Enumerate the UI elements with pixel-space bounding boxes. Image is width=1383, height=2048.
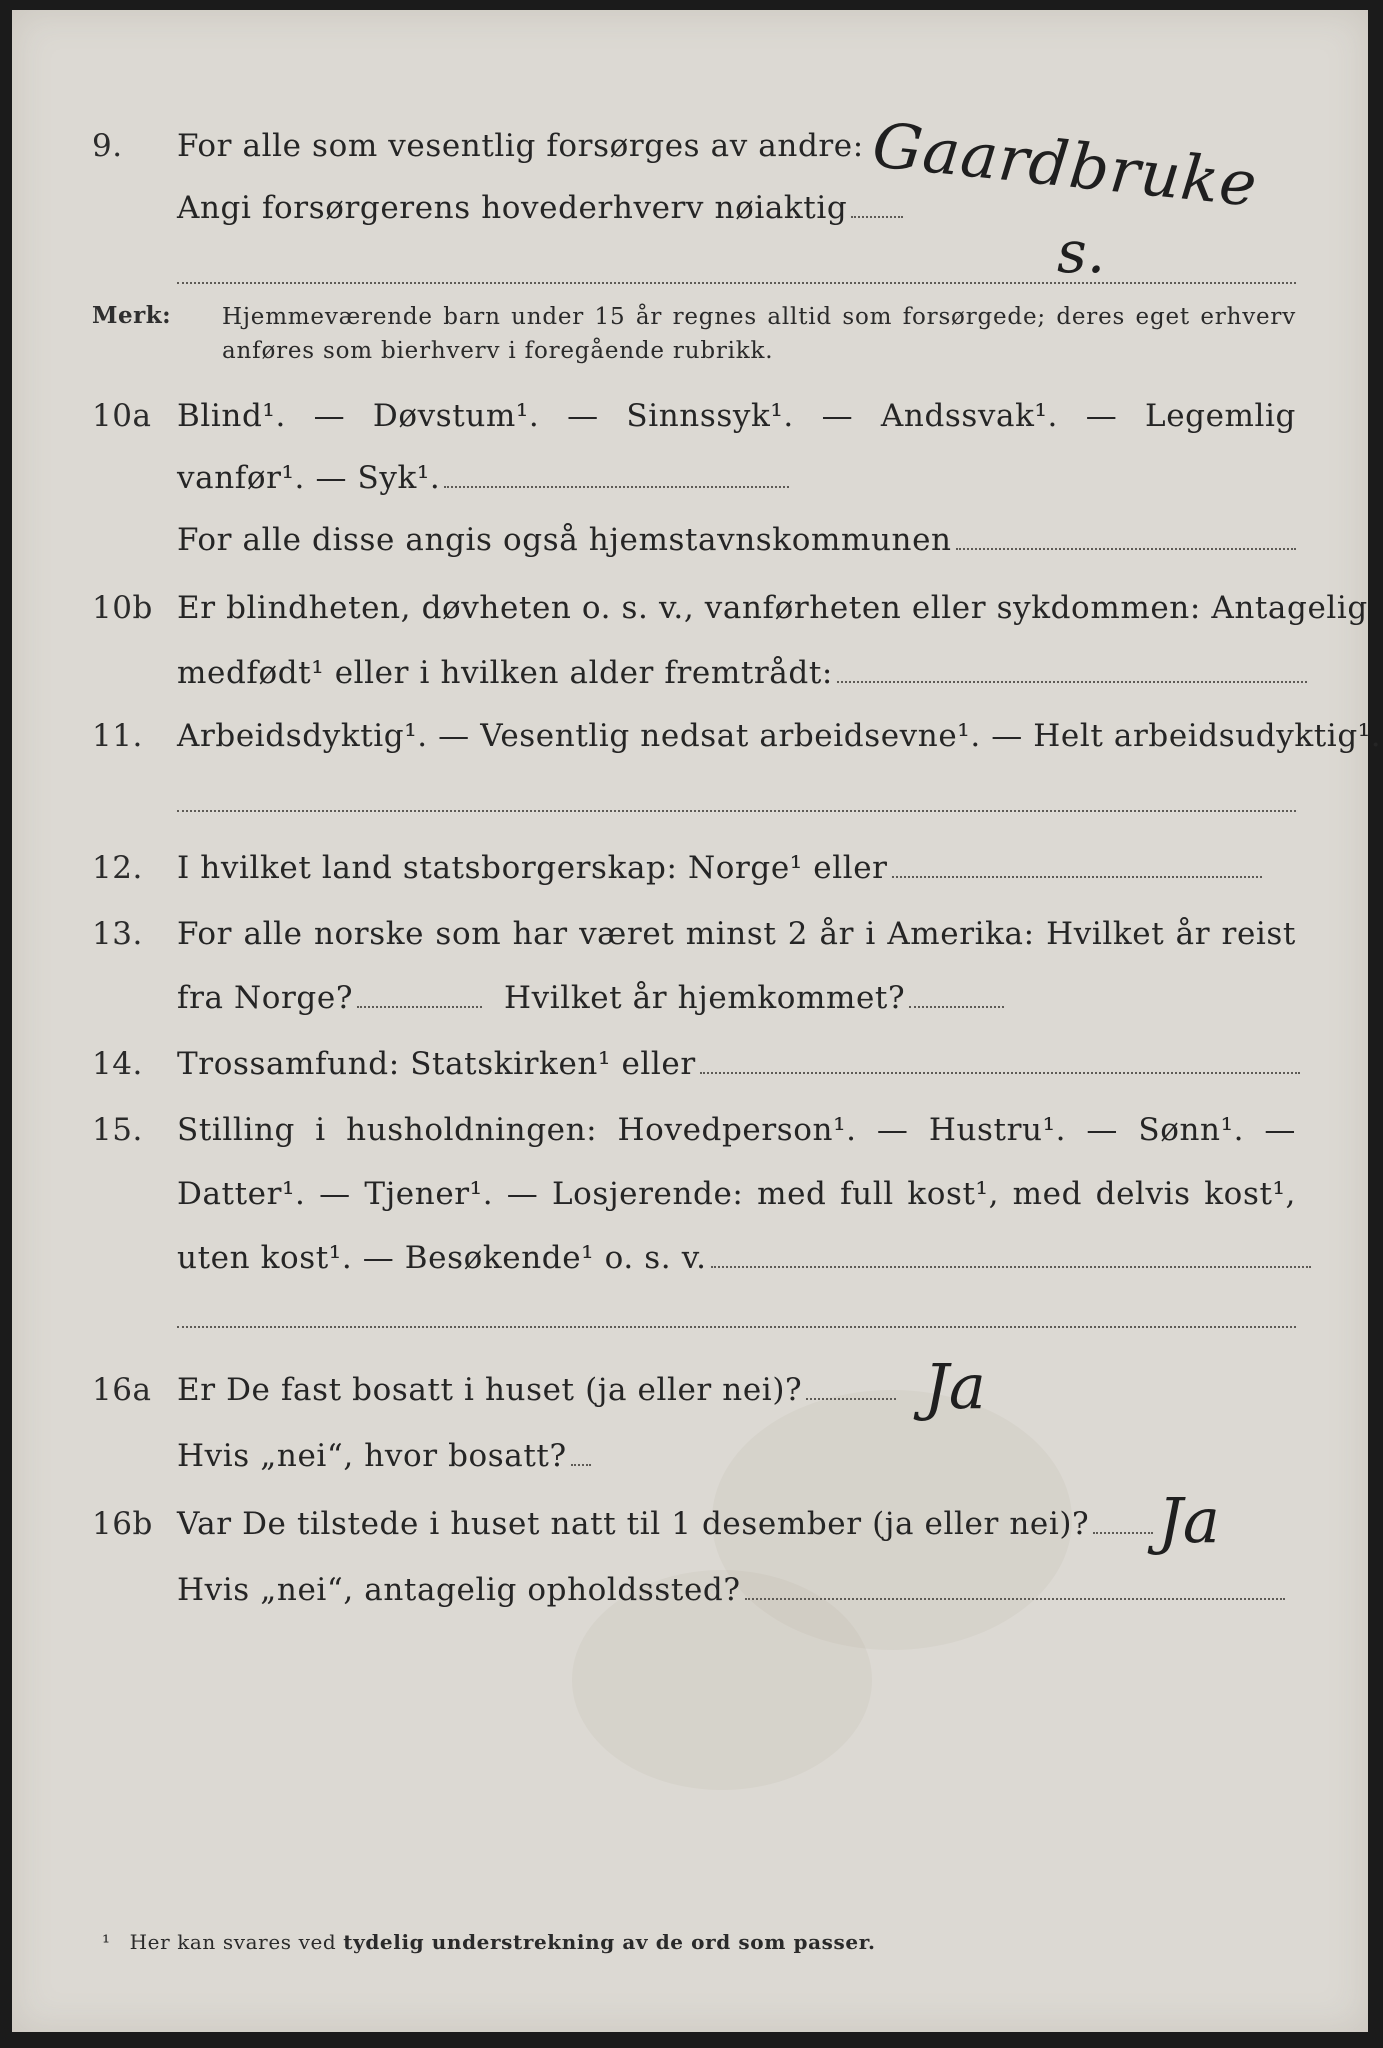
question-text: Angi forsørgerens hovederhverv nøiaktig [177, 190, 903, 226]
question-number: 10a [92, 398, 152, 434]
question-number: 12. [92, 850, 143, 886]
question-text: Hvis „nei“, antagelig opholdssted? [177, 1572, 1296, 1608]
question-text: medfødt¹ eller i hvilken alder fremtrådt: [177, 655, 1296, 691]
separator-line [177, 282, 1296, 284]
question-text: For alle disse angis også hjemstavnskommunen [177, 522, 1296, 558]
question-text: Er De fast bosatt i huset (ja eller nei)? [177, 1372, 1296, 1408]
question-text: Trossamfund: Statskirken¹ eller [177, 1046, 1296, 1082]
question-text: Hvis „nei“, hvor bosatt? [177, 1438, 1296, 1474]
question-text: Var De tilstede i huset natt til 1 desember (ja eller nei)? [177, 1506, 1296, 1542]
question-text: For alle som vesentlig forsørges av andre: [177, 128, 864, 164]
question-number: 14. [92, 1046, 143, 1082]
census-form-page [12, 10, 1382, 2032]
handwritten-answer: Gaardbruke [869, 108, 1262, 221]
question-number: 10b [92, 590, 153, 626]
answer-line[interactable] [956, 547, 1296, 550]
question-number: 13. [92, 916, 143, 952]
answer-line[interactable] [1093, 1531, 1153, 1534]
answer-line[interactable] [444, 485, 789, 488]
question-text: Blind¹. — Døvstum¹. — Sinnssyk¹. — Andssvak¹. — Legemlig [177, 398, 1296, 434]
answer-line[interactable] [745, 1597, 1285, 1600]
answer-line[interactable] [177, 810, 1296, 812]
question-text: I hvilket land statsborgerskap: Norge¹ eller [177, 850, 1296, 886]
answer-line[interactable] [806, 1397, 896, 1400]
answer-line[interactable] [571, 1463, 591, 1466]
handwritten-answer: Ja [924, 1350, 986, 1423]
question-number: 15. [92, 1112, 143, 1148]
question-number: 16b [92, 1506, 153, 1542]
question-number: 9. [92, 128, 123, 164]
question-text: vanfør¹. — Syk¹. [177, 460, 1296, 496]
question-text: Stilling i husholdningen: Hovedperson¹. — Hustru¹. — Sønn¹. — [177, 1112, 1296, 1148]
question-text: Arbeidsdyktig¹. — Vesentlig nedsat arbeidsevne¹. — Helt arbeidsudyktig¹. [177, 718, 1382, 754]
note-label: Merk: [92, 302, 172, 329]
question-number: 16a [92, 1372, 152, 1408]
note-text: anføres som bierhverv i foregående rubrikk. [222, 338, 774, 364]
note-text: Hjemmeværende barn under 15 år regnes alltid som forsørgede; deres eget erhverv [222, 304, 1296, 330]
answer-line[interactable] [711, 1265, 1311, 1268]
question-text: fra Norge? Hvilket år hjemkommet? [177, 980, 1296, 1016]
question-text: Er blindheten, døvheten o. s. v., vanførheten eller sykdommen: Antagelig [177, 590, 1368, 626]
footnote [102, 1930, 876, 1954]
footnote-text-bold: tydelig understrekning av de ord som passer. [343, 1930, 876, 1954]
answer-line[interactable] [357, 1005, 482, 1008]
answer-line[interactable] [177, 1326, 1296, 1328]
answer-line[interactable] [837, 680, 1307, 683]
answer-line[interactable] [851, 215, 903, 218]
question-number: 11. [92, 718, 143, 754]
answer-line[interactable] [909, 1005, 1004, 1008]
question-text: Datter¹. — Tjener¹. — Losjerende: med full kost¹, med delvis kost¹, [177, 1176, 1296, 1212]
answer-line[interactable] [892, 875, 1262, 878]
handwritten-answer: s. [1057, 218, 1106, 286]
question-text: uten kost¹. — Besøkende¹ o. s. v. [177, 1240, 1296, 1276]
handwritten-answer: Ja [1158, 1484, 1220, 1557]
answer-line[interactable] [700, 1071, 1300, 1074]
footnote-text: Her kan svares ved [129, 1930, 344, 1954]
footnote-mark: ¹ [102, 1930, 111, 1954]
question-text: For alle norske som har været minst 2 år i Amerika: Hvilket år reist [177, 916, 1296, 952]
